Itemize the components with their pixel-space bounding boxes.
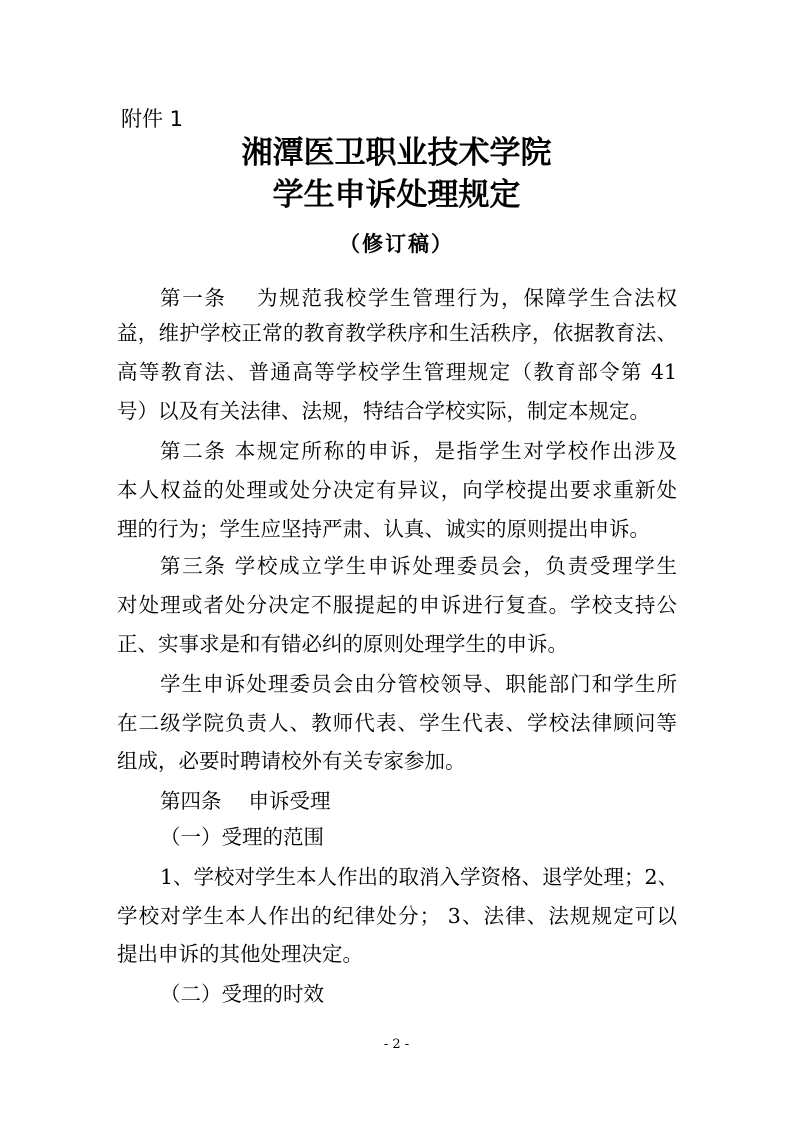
article-4-heading: 第四条 申诉受理 bbox=[160, 789, 331, 813]
document-subtitle: （修订稿） bbox=[339, 231, 454, 256]
committee-line-3: 组成，必要时聘请校外有关专家参加。 bbox=[117, 749, 466, 773]
article-1-line-3: 高等教育法、普通高等学校学生管理规定（教育部令第 41 bbox=[117, 360, 677, 384]
section-1-heading: （一）受理的范围 bbox=[160, 825, 324, 849]
committee-line-1: 学生申诉处理委员会由分管校领导、职能部门和学生所 bbox=[160, 672, 677, 696]
document-title-line-2: 学生申诉处理规定 bbox=[272, 177, 521, 213]
scope-line-2: 学校对学生本人作出的纪律处分； 3、法律、法规规定可以 bbox=[117, 904, 677, 928]
article-1-line-4: 号）以及有关法律、法规，特结合学校实际，制定本规定。 bbox=[117, 399, 650, 423]
article-3-line-1: 第三条 学校成立学生申诉处理委员会，负责受理学生 bbox=[160, 554, 677, 578]
document-title-line-1: 湘潭医卫职业技术学院 bbox=[241, 135, 552, 171]
section-2-heading: （二）受理的时效 bbox=[160, 982, 324, 1006]
article-2-line-3: 理的行为；学生应坚持严肃、认真、诚实的原则提出申诉。 bbox=[117, 517, 650, 541]
scope-line-1: 1、学校对学生本人作出的取消入学资格、退学处理；2、 bbox=[160, 865, 679, 889]
article-1-line-1: 第一条 为规范我校学生管理行为，保障学生合法权 bbox=[160, 286, 677, 310]
article-3-line-3: 正、实事求是和有错必纠的原则处理学生的申诉。 bbox=[117, 632, 568, 656]
attachment-label: 附件 1 bbox=[121, 107, 184, 131]
committee-line-2: 在二级学院负责人、教师代表、学生代表、学校法律顾问等 bbox=[117, 711, 677, 735]
article-2-line-2: 本人权益的处理或处分决定有异议，向学校提出要求重新处 bbox=[117, 478, 677, 502]
article-2-line-1: 第二条 本规定所称的申诉，是指学生对学校作出涉及 bbox=[160, 439, 677, 463]
scope-line-3: 提出申诉的其他处理决定。 bbox=[117, 942, 363, 966]
article-1-line-2: 益，维护学校正常的教育教学秩序和生活秩序，依据教育法、 bbox=[117, 321, 677, 345]
page-number: - 2 - bbox=[383, 1037, 410, 1052]
article-3-line-2: 对处理或者处分决定不服提起的申诉进行复查。学校支持公 bbox=[117, 593, 677, 617]
